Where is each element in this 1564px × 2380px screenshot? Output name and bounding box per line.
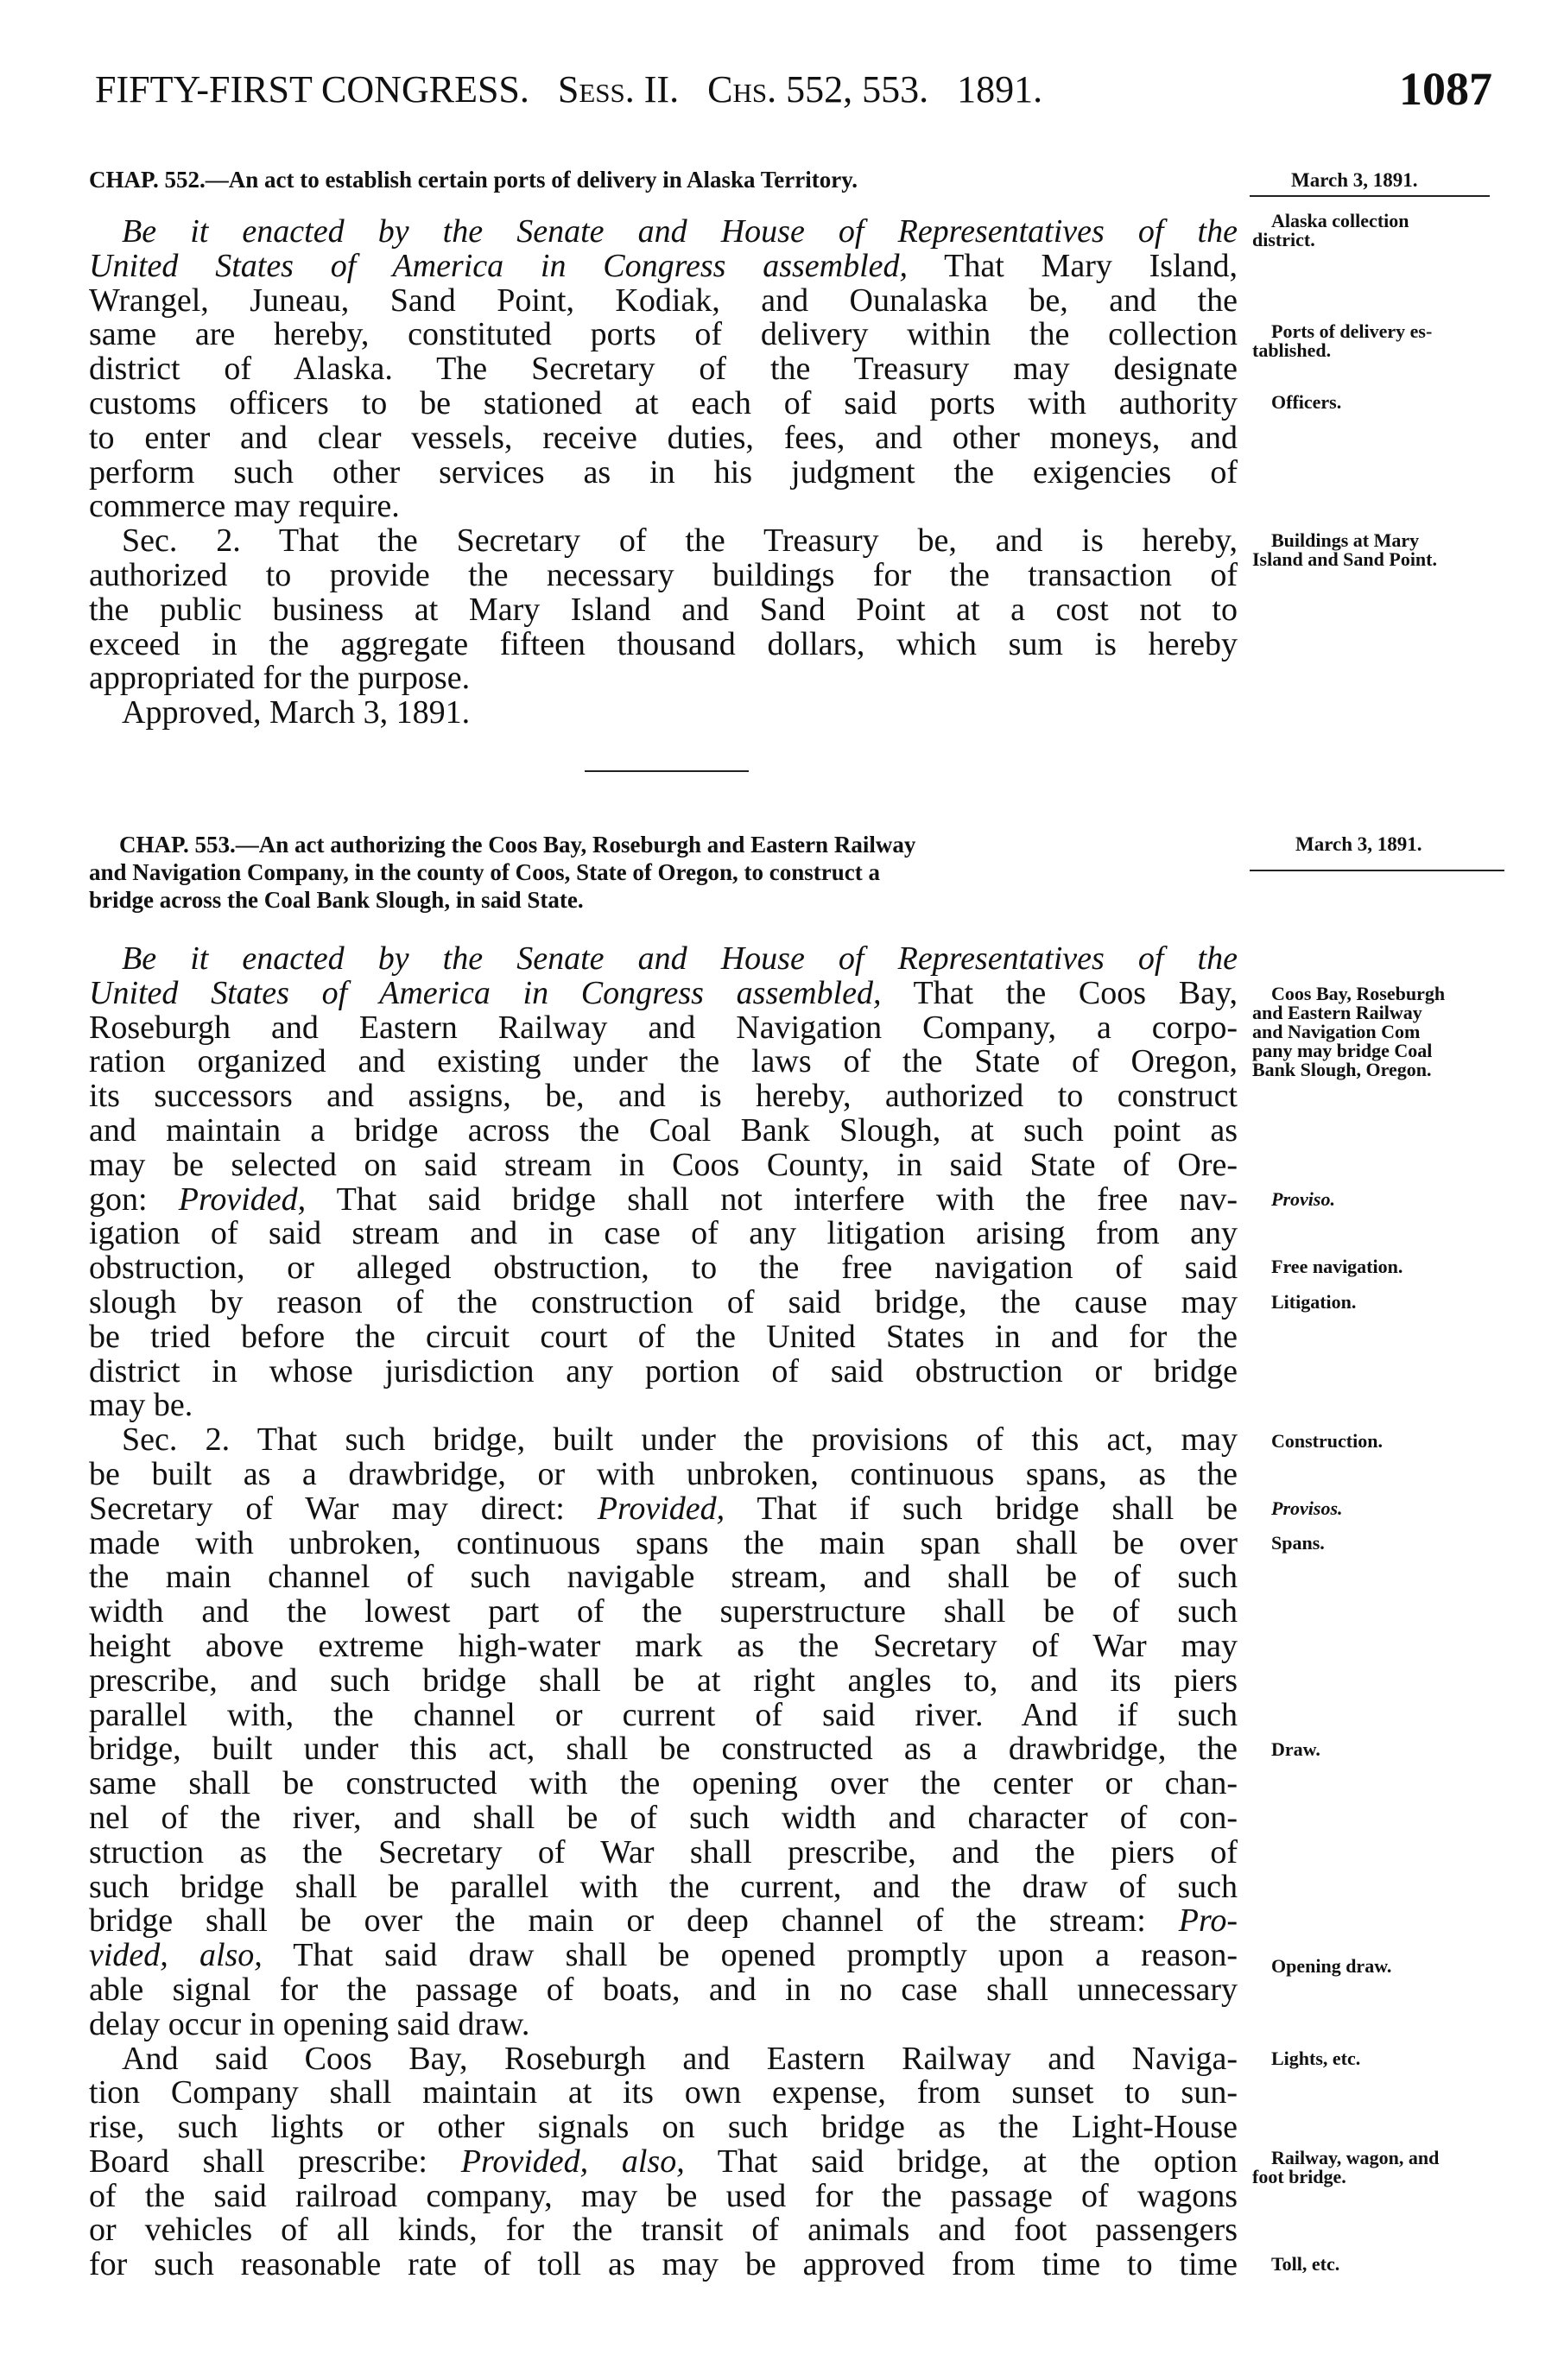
section-divider bbox=[585, 770, 749, 772]
margin-note bbox=[1252, 2149, 1504, 2187]
text-line bbox=[89, 1524, 1238, 1561]
margin-note bbox=[1252, 1957, 1504, 1976]
text-segment: slough by reason of the construction of said bridge, the cause may bbox=[89, 1283, 1238, 1320]
text-line bbox=[89, 1079, 1238, 1114]
date-rule bbox=[1250, 195, 1490, 197]
margin-note-line: Alaska collection bbox=[1271, 210, 1409, 231]
margin-note-line: tablished. bbox=[1252, 339, 1332, 361]
italic-text: Be it enacted by the Senate and House of Representatives of the bbox=[122, 213, 1238, 250]
text-segment: Sec. 2. That such bridge, built under the provisions of this act, may bbox=[122, 1421, 1238, 1459]
chap-553-heading-cont bbox=[89, 858, 1238, 914]
text-segment: parallel with, the channel or current of said river. And if such bbox=[89, 1696, 1238, 1733]
margin-note-line: and Eastern Railway bbox=[1252, 1002, 1422, 1023]
header-congress: FIFTY-FIRST CONGRESS. bbox=[95, 68, 529, 111]
chap-553-date: March 3, 1891. bbox=[1295, 833, 1422, 855]
text-segment: perform such other services as in his judgment the exigencies of bbox=[89, 453, 1238, 491]
text-segment: That said bridge, at the option bbox=[684, 2143, 1238, 2180]
chap-553-text bbox=[89, 942, 1238, 2282]
italic-text: Provided, also, bbox=[460, 2143, 685, 2180]
text-line bbox=[89, 1045, 1238, 1079]
margin-note bbox=[1252, 2049, 1504, 2068]
margin-note-line: Buildings at Mary bbox=[1271, 529, 1420, 551]
margin-note-line: Opening draw. bbox=[1271, 1955, 1392, 1977]
text-segment: appropriated for the purpose. bbox=[89, 660, 471, 697]
text-segment: That the Coos Bay, bbox=[881, 974, 1238, 1011]
margin-note-line: Bank Slough, Oregon. bbox=[1252, 1059, 1432, 1080]
text-line bbox=[89, 1732, 1238, 1767]
text-segment: Sec. 2. That the Secretary of the Treasury be, and is hereby, bbox=[122, 522, 1238, 560]
text-line bbox=[89, 1939, 1238, 1973]
text-segment: may be. bbox=[89, 1387, 193, 1424]
text-segment: prescribe, and such bridge shall be at right angles to, and its piers bbox=[89, 1662, 1238, 1699]
text-line bbox=[89, 215, 1238, 250]
text-line bbox=[89, 524, 1238, 559]
text-line bbox=[89, 490, 1238, 524]
text-line bbox=[89, 593, 1238, 628]
margin-note bbox=[1252, 1293, 1504, 1312]
text-segment: struction as the Secretary of War shall prescribe, and the piers of bbox=[89, 1833, 1238, 1870]
text-segment: That said draw shall be opened promptly upon a reason- bbox=[262, 1937, 1238, 1974]
text-segment: commerce may require. bbox=[89, 488, 400, 525]
text-segment: to enter and clear vessels, receive duties, fees, and other moneys, and bbox=[89, 419, 1238, 456]
text-line bbox=[89, 1217, 1238, 1251]
margin-note bbox=[1252, 212, 1504, 250]
text-segment: tion Company shall maintain at its own expense, from sunset to sun- bbox=[89, 2074, 1238, 2111]
text-line bbox=[89, 2076, 1238, 2111]
text-line bbox=[89, 284, 1238, 319]
text-line bbox=[89, 352, 1238, 387]
text-line bbox=[89, 1283, 1238, 1320]
text-line bbox=[89, 1904, 1238, 1939]
margin-note-line: district. bbox=[1252, 229, 1315, 250]
text-line bbox=[89, 1492, 1238, 1527]
chap-553-title-line: bridge across the Coal Bank Slough, in said State. bbox=[89, 887, 584, 913]
text-segment: height above extreme high-water mark as the Secretary of War may bbox=[89, 1627, 1238, 1664]
chap-553-label: CHAP. 553. bbox=[119, 832, 236, 858]
margin-note-line: Ports of delivery es- bbox=[1271, 320, 1433, 342]
text-line bbox=[89, 2213, 1238, 2248]
text-line bbox=[89, 453, 1238, 491]
margin-note-line: Provisos. bbox=[1271, 1497, 1343, 1519]
italic-text: vided, also, bbox=[89, 1937, 263, 1974]
text-line bbox=[89, 1111, 1238, 1149]
header-session: Sess. II. bbox=[557, 68, 680, 111]
text-segment: such bridge shall be parallel with the current, and the draw of such bbox=[89, 1868, 1238, 1905]
text-segment: customs officers to be stationed at each of said ports with authority bbox=[89, 384, 1238, 421]
text-line bbox=[89, 384, 1238, 421]
header-chapters: Chs. 552, 553. bbox=[707, 68, 929, 111]
chap-552-date: March 3, 1891. bbox=[1291, 169, 1418, 191]
date-rule bbox=[1250, 870, 1504, 871]
text-segment: district in whose jurisdiction any portion of said obstruction or bridge bbox=[89, 1352, 1238, 1389]
chap-552-text bbox=[89, 215, 1238, 731]
italic-text: Be it enacted by the Senate and House of Representatives of the bbox=[122, 940, 1238, 977]
text-line bbox=[89, 696, 1238, 731]
text-segment: That said bridge shall not interfere with the free nav- bbox=[306, 1181, 1238, 1218]
chap-553-heading bbox=[119, 831, 1238, 858]
text-segment: bridge shall be over the main or deep channel of the stream: bbox=[89, 1902, 1179, 1940]
chap-552-title: —An act to establish certain ports of delivery in Alaska Territory. bbox=[205, 167, 858, 193]
text-segment: and maintain a bridge across the Coal Bank Slough, at such point as bbox=[89, 1111, 1238, 1149]
text-segment: Approved, March 3, 1891. bbox=[122, 694, 471, 731]
text-line bbox=[89, 2111, 1238, 2145]
text-segment: nel of the river, and shall be of such width and character of con- bbox=[89, 1799, 1238, 1836]
text-segment: be tried before the circuit court of the United States in and for the bbox=[89, 1318, 1238, 1355]
text-line bbox=[89, 247, 1238, 284]
text-line bbox=[89, 1352, 1238, 1389]
page-number: 1087 bbox=[1399, 63, 1492, 115]
margin-note-line: Island and Sand Point. bbox=[1252, 548, 1437, 570]
text-line bbox=[89, 556, 1238, 593]
text-segment: same are hereby, constituted ports of delivery within the collection bbox=[89, 316, 1238, 353]
text-line bbox=[89, 1455, 1238, 1492]
margin-note bbox=[1252, 531, 1504, 569]
text-line bbox=[89, 1560, 1238, 1595]
text-line bbox=[89, 1389, 1238, 1423]
text-line bbox=[89, 318, 1238, 352]
chap-553-title-line: —An act authorizing the Coos Bay, Roseburgh and Eastern Railway bbox=[235, 832, 916, 858]
text-segment: obstruction, or alleged obstruction, to the free navigation of said bbox=[89, 1250, 1238, 1287]
text-segment: igation of said stream and in case of any litigation arising from any bbox=[89, 1215, 1238, 1252]
text-line bbox=[89, 625, 1238, 662]
header-year: 1891. bbox=[957, 68, 1043, 111]
margin-note-line: pany may bridge Coal bbox=[1252, 1040, 1433, 1061]
text-segment: district of Alaska. The Secretary of the Treasury may designate bbox=[89, 351, 1238, 388]
text-segment: for such reasonable rate of toll as may be approved from time to time bbox=[89, 2246, 1238, 2283]
text-segment: delay occur in opening said draw. bbox=[89, 2005, 530, 2042]
text-line bbox=[89, 1664, 1238, 1699]
chap-552-label: CHAP. 552. bbox=[89, 167, 206, 193]
text-segment: That if such bridge shall be bbox=[725, 1490, 1238, 1527]
margin-note bbox=[1252, 2255, 1504, 2274]
text-segment: width and the lowest part of the superstructure shall be of such bbox=[89, 1593, 1238, 1630]
text-line bbox=[89, 1146, 1238, 1183]
margin-note-line: foot bridge. bbox=[1252, 2166, 1346, 2187]
italic-text: Provided, bbox=[597, 1490, 725, 1527]
italic-text: United States of America in Congress assembled, bbox=[89, 974, 882, 1011]
text-line bbox=[89, 1870, 1238, 1905]
margin-note-line: Litigation. bbox=[1271, 1291, 1357, 1313]
text-segment: same shall be constructed with the opening over the center or chan- bbox=[89, 1765, 1238, 1802]
text-line bbox=[89, 1973, 1238, 2008]
running-header bbox=[95, 63, 1492, 115]
margin-note-line: Spans. bbox=[1271, 1532, 1325, 1554]
margin-note-line: Draw. bbox=[1271, 1738, 1320, 1760]
text-segment: rise, such lights or other signals on such bridge as the Light-House bbox=[89, 2109, 1238, 2146]
text-line bbox=[89, 1767, 1238, 1801]
text-line bbox=[89, 2145, 1238, 2180]
text-line bbox=[89, 974, 1238, 1011]
text-segment: the public business at Mary Island and Sand Point at a cost not to bbox=[89, 591, 1238, 628]
margin-note bbox=[1252, 984, 1504, 1079]
text-line bbox=[89, 661, 1238, 696]
text-segment: its successors and assigns, be, and is hereby, authorized to construct bbox=[89, 1078, 1238, 1115]
text-segment: bridge, built under this act, shall be constructed as a drawbridge, the bbox=[89, 1731, 1238, 1768]
margin-note bbox=[1252, 1257, 1504, 1276]
italic-text: Provided, bbox=[178, 1181, 307, 1218]
text-line bbox=[89, 2042, 1238, 2077]
text-segment: may be selected on said stream in Coos County, in said State of Ore- bbox=[89, 1146, 1238, 1183]
text-segment: made with unbroken, continuous spans the main span shall be over bbox=[89, 1524, 1238, 1561]
text-segment: Roseburgh and Eastern Railway and Navigation Company, a corpo- bbox=[89, 1009, 1238, 1046]
text-segment: the main channel of such navigable stream, and shall be of such bbox=[89, 1559, 1238, 1596]
margin-note-line: Railway, wagon, and bbox=[1271, 2147, 1440, 2168]
text-line bbox=[89, 2248, 1238, 2282]
text-segment: or vehicles of all kinds, for the transit of animals and foot passengers bbox=[89, 2212, 1238, 2249]
chap-552-heading bbox=[89, 166, 858, 193]
text-line bbox=[89, 1696, 1238, 1733]
text-segment: exceed in the aggregate fifteen thousand dollars, which sum is hereby bbox=[89, 625, 1238, 662]
text-line bbox=[89, 1627, 1238, 1664]
margin-note-line: Coos Bay, Roseburgh bbox=[1271, 983, 1446, 1004]
margin-note-line: Toll, etc. bbox=[1271, 2253, 1340, 2275]
margin-note bbox=[1252, 322, 1504, 360]
margin-note-line: Free navigation. bbox=[1271, 1256, 1403, 1277]
margin-note bbox=[1252, 1190, 1504, 1209]
margin-note bbox=[1252, 1534, 1504, 1553]
margin-note-line: Officers. bbox=[1271, 391, 1342, 413]
text-line bbox=[89, 2177, 1238, 2214]
italic-text: Pro- bbox=[1178, 1902, 1238, 1940]
italic-text: United States of America in Congress assembled, bbox=[89, 247, 909, 284]
text-line bbox=[89, 1183, 1238, 1218]
margin-note bbox=[1252, 1740, 1504, 1759]
text-segment: Board shall prescribe: bbox=[89, 2143, 461, 2180]
text-segment: And said Coos Bay, Roseburgh and Eastern Railway and Naviga- bbox=[122, 2040, 1238, 2077]
text-line bbox=[89, 1251, 1238, 1286]
text-segment: of the said railroad company, may be used for the passage of wagons bbox=[89, 2177, 1238, 2214]
margin-note bbox=[1252, 1499, 1504, 1518]
text-line bbox=[89, 942, 1238, 977]
margin-note bbox=[1252, 393, 1504, 412]
text-segment: Secretary of War may direct: bbox=[89, 1490, 598, 1527]
text-segment: gon: bbox=[89, 1181, 179, 1218]
text-segment: be built as a drawbridge, or with unbroken, continuous spans, as the bbox=[89, 1455, 1238, 1492]
text-line bbox=[89, 2005, 1238, 2042]
margin-note-line: and Navigation Com bbox=[1252, 1021, 1421, 1042]
text-line bbox=[89, 1423, 1238, 1458]
margin-note bbox=[1252, 1432, 1504, 1451]
text-line bbox=[89, 1011, 1238, 1046]
text-line bbox=[89, 421, 1238, 456]
text-segment: ration organized and existing under the laws of the State of Oregon, bbox=[89, 1043, 1238, 1080]
margin-note-line: Construction. bbox=[1271, 1430, 1383, 1452]
chap-553-title-line: and Navigation Company, in the county of Coos, State of Oregon, to construct a bbox=[89, 859, 881, 885]
text-line bbox=[89, 1595, 1238, 1630]
margin-note-line: Lights, etc. bbox=[1271, 2048, 1361, 2069]
text-segment: Wrangel, Juneau, Sand Point, Kodiak, and Ounalaska be, and the bbox=[89, 282, 1238, 319]
text-line bbox=[89, 1801, 1238, 1836]
text-line bbox=[89, 1833, 1238, 1870]
text-segment: authorized to provide the necessary buildings for the transaction of bbox=[89, 556, 1238, 593]
text-segment: able signal for the passage of boats, and in no case shall unnecessary bbox=[89, 1971, 1238, 2008]
margin-note-line: Proviso. bbox=[1271, 1188, 1335, 1210]
text-segment: That Mary Island, bbox=[908, 247, 1238, 284]
text-line bbox=[89, 1320, 1238, 1355]
